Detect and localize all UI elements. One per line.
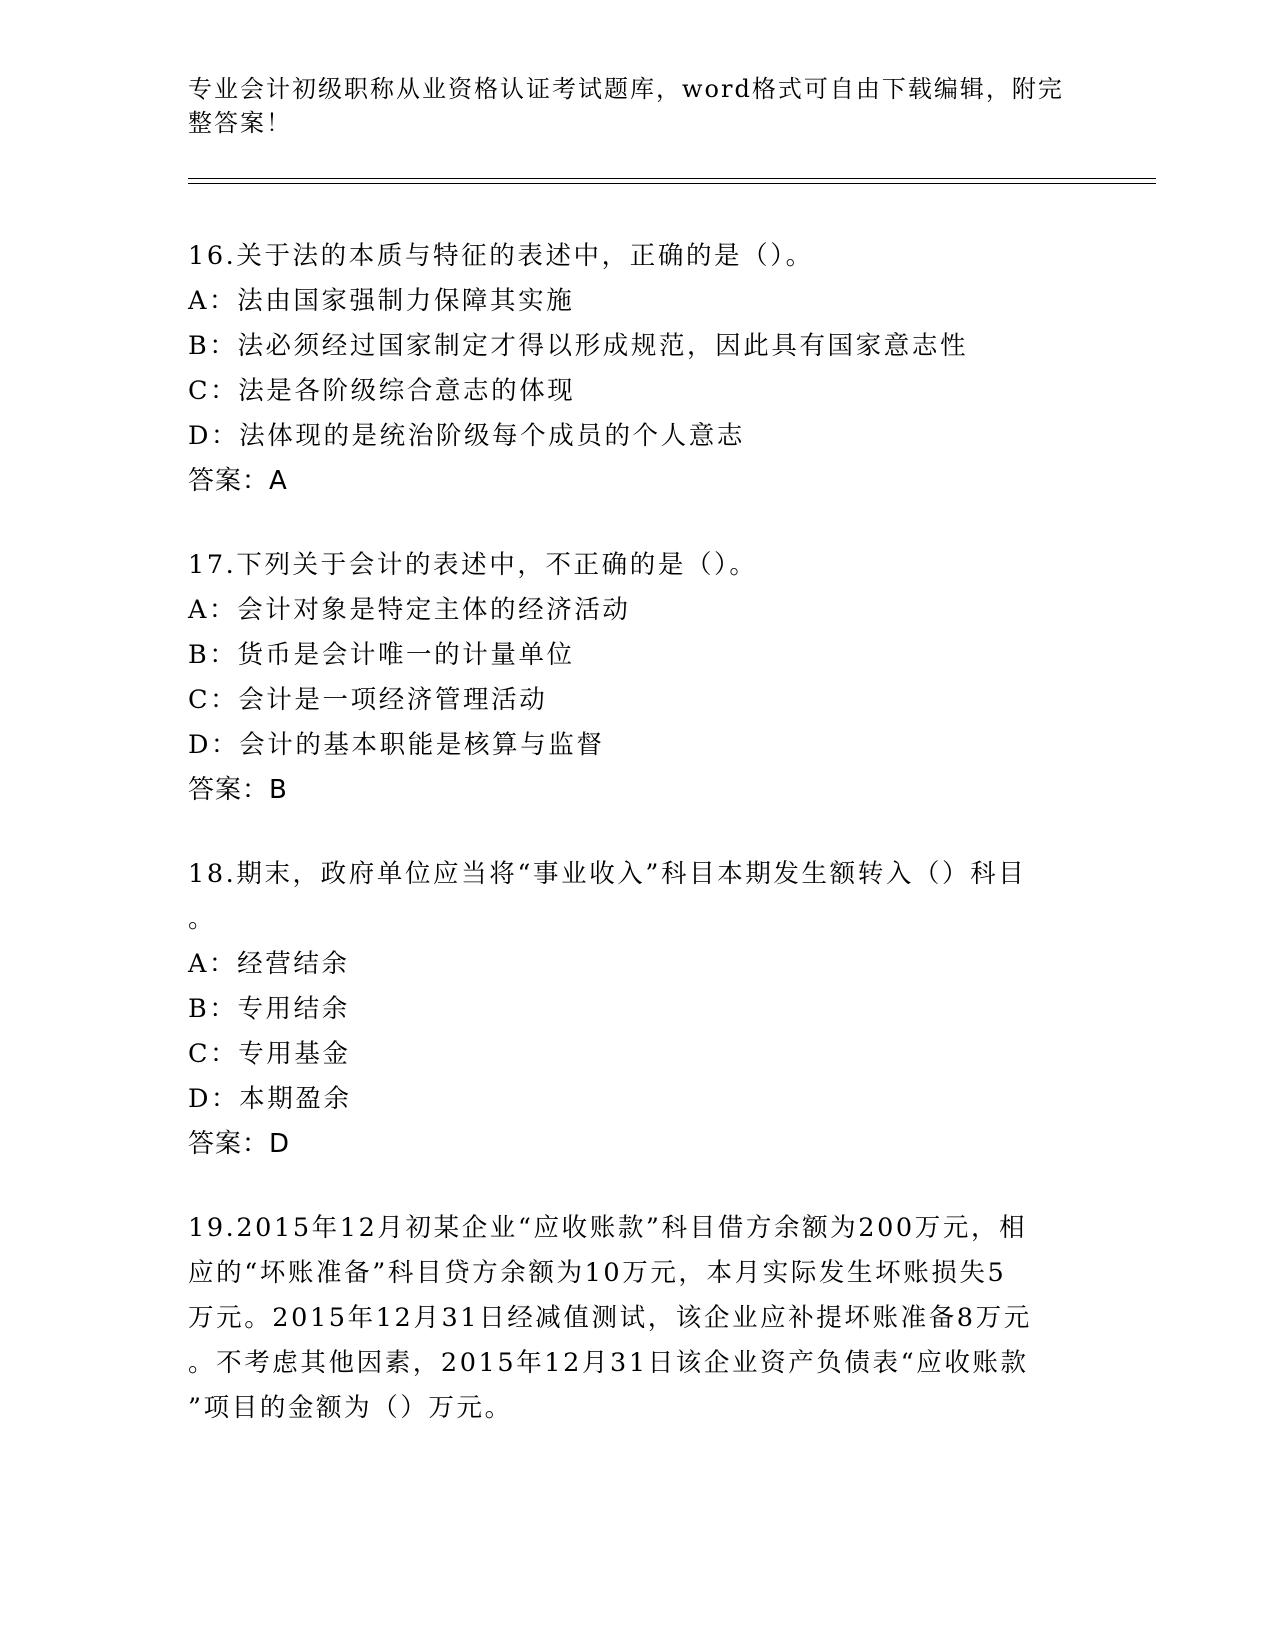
- question-stem: 18.期末，政府单位应当将“事业收入”科目本期发生额转入（）科目 。: [188, 859, 1027, 934]
- option-c: C：专用基金: [188, 1039, 351, 1069]
- option-c: C：法是各阶级综合意志的体现: [188, 376, 576, 406]
- question-19: [188, 1206, 1068, 1431]
- header-divider-bottom: [188, 183, 1156, 184]
- answer-label: 答案：D: [188, 1129, 291, 1159]
- question-stem: 19.2015年12月初某企业“应收账款”科目借方余额为200万元，相 应的“坏账准备”科目贷方余额为10万元，本月实际发生坏账损失5 万元。2015年12月31日经减值测试，该企业应补提坏账准备8万元 。不考虑其他因素，2015年12月31日该企业资产负债表“应收账款 ”项目的金额为（）万元。: [188, 1213, 1032, 1423]
- option-a: A：法由国家强制力保障其实施: [188, 286, 575, 316]
- option-a: A：会计对象是特定主体的经济活动: [188, 595, 631, 625]
- document-header: 专业会计初级职称从业资格认证考试题库，word格式可自由下载编辑，附完整答案！: [188, 75, 1064, 137]
- answer-label: 答案：B: [188, 775, 288, 805]
- option-b: B：专用结余: [188, 994, 350, 1024]
- question-18: [188, 852, 1068, 1167]
- question-stem: 17.下列关于会计的表述中，不正确的是（）。: [188, 550, 758, 580]
- question-16: [188, 234, 1068, 504]
- header-divider-top: [188, 178, 1156, 179]
- option-d: D：会计的基本职能是核算与监督: [188, 730, 605, 760]
- option-b: B：法必须经过国家制定才得以形成规范，因此具有国家意志性: [188, 331, 969, 361]
- option-a: A：经营结余: [188, 949, 350, 979]
- answer-label: 答案：A: [188, 466, 288, 496]
- option-b: B：货币是会计唯一的计量单位: [188, 640, 575, 670]
- question-stem: 16.关于法的本质与特征的表述中，正确的是（）。: [188, 241, 814, 271]
- question-17: [188, 543, 1068, 813]
- option-d: D：本期盈余: [188, 1084, 352, 1114]
- option-d: D：法体现的是统治阶级每个成员的个人意志: [188, 421, 745, 451]
- question-list: [188, 234, 1068, 1470]
- option-c: C：会计是一项经济管理活动: [188, 685, 548, 715]
